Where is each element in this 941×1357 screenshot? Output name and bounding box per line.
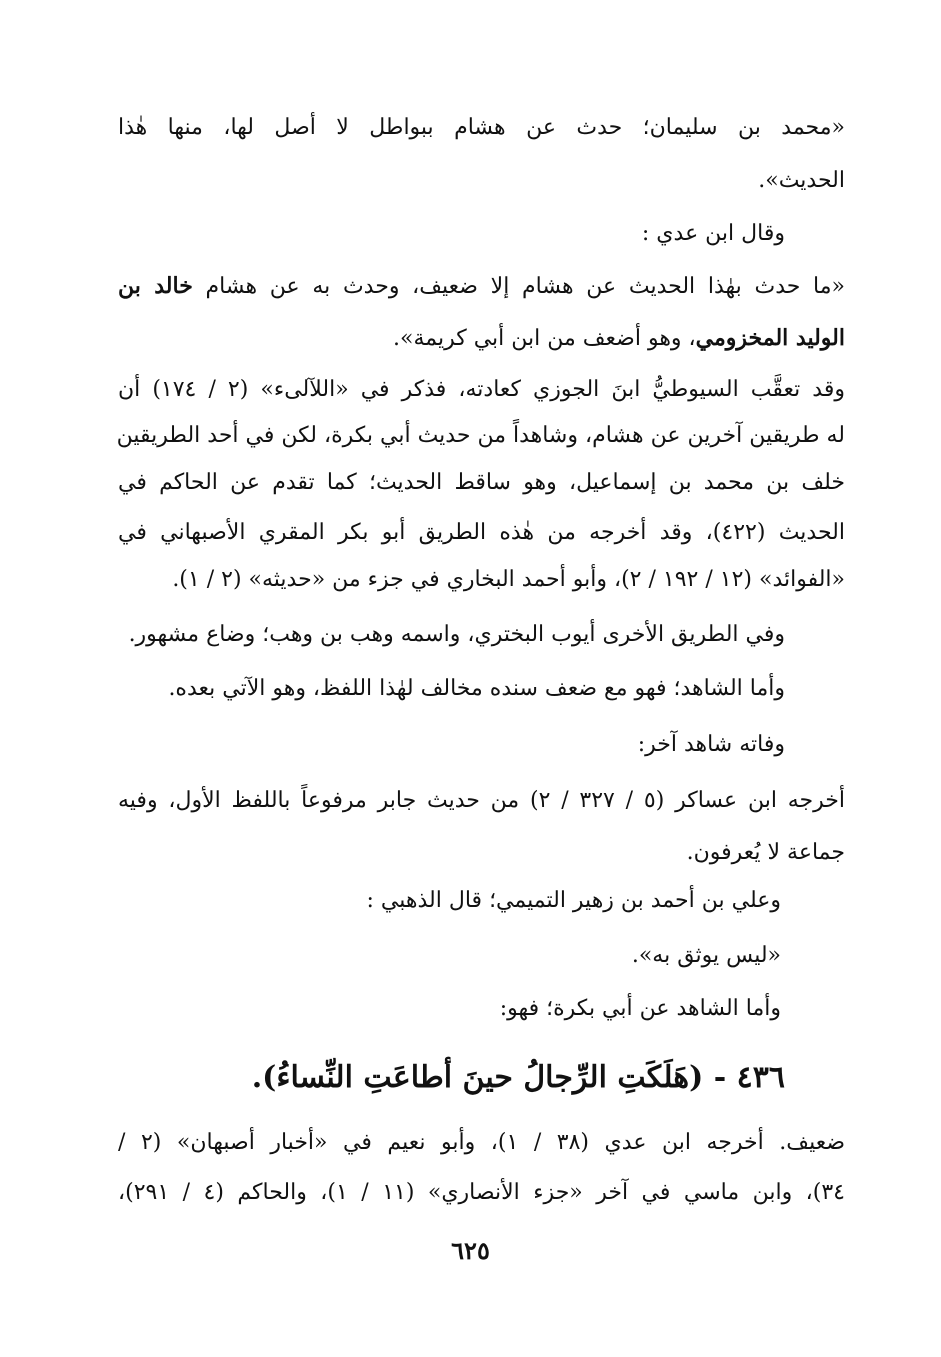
text-line: أخرجه ابن عساكر (٥ / ٣٢٧ / ٢) من حديث جابر مرفوعاً باللفظ الأول، وفيه [118,788,845,813]
text-line-mixed [393,323,845,353]
text-line: وفاته شاهد آخر: [637,732,785,757]
text-line: وقال ابن عدي : [641,221,785,246]
text-line: وفي الطريق الأخرى أيوب البختري، واسمه وهب بن وهب؛ وضاع مشهور. [128,622,785,647]
hadith-heading: ٤٣٦ - (هَلَكَتِ الرِّجالُ حينَ أطاعَتِ النِّساءُ). [251,1060,785,1095]
text-line: ٣٤)، وابن ماسي في آخر «جزء الأنصاري» (١١ / ١)، والحاكم (٤ / ٢٩١)، [118,1180,845,1205]
text-line: جماعة لا يُعرفون. [686,840,845,865]
text-line: «ليس يوثق به». [631,943,781,968]
text-line: وقد تعقَّب السيوطيُّ ابنَ الجوزي كعادته، فذكر في «اللآلىء» (٢ / ١٧٤) أن [118,377,845,402]
text-segment: ، وهو أضعف من ابن أبي كريمة». [393,326,696,351]
text-segment: «ما حدث بهٰذا الحديث عن هشام إلا ضعيف، وحدث به عن هشام [205,274,845,299]
text-line: «الفوائد» (١٢ / ١٩٢ / ٢)، وأبو أحمد البخاري في جزء من «حديثه» (٢ / ١). [172,567,845,592]
text-line: خلف بن محمد بن إسماعيل، وهو ساقط الحديث؛ كما تقدم عن الحاكم في [118,470,845,495]
text-line: «محمد بن سليمان؛ حدث عن هشام ببواطل لا أصل لها، منها هٰذا [118,115,845,140]
text-line: وأما الشاهد؛ فهو مع ضعف سنده مخالف لهٰذا اللفظ، وهو الآتي بعده. [168,676,785,701]
text-line: وأما الشاهد عن أبي بكرة؛ فهو: [499,996,781,1021]
text-line: له طريقين آخرين عن هشام، وشاهداً من حديث أبي بكرة، لكن في أحد الطريقين [116,423,845,448]
text-segment-bold: الوليد المخزومي [695,325,845,351]
text-line: ضعيف. أخرجه ابن عدي (٣٨ / ١)، وأبو نعيم في «أخبار أصبهان» (٢ / [118,1130,845,1155]
text-segment-bold: خالد بن [118,273,193,299]
text-line: وعلي بن أحمد بن زهير التميمي؛ قال الذهبي : [366,888,781,913]
text-line-mixed [118,271,845,301]
page-number: ٦٢٥ [451,1236,490,1265]
text-line: الحديث (٤٢٢)، وقد أخرجه من هٰذه الطريق أبو بكر المقري الأصبهاني في [118,520,845,545]
text-line: الحديث». [758,168,845,193]
